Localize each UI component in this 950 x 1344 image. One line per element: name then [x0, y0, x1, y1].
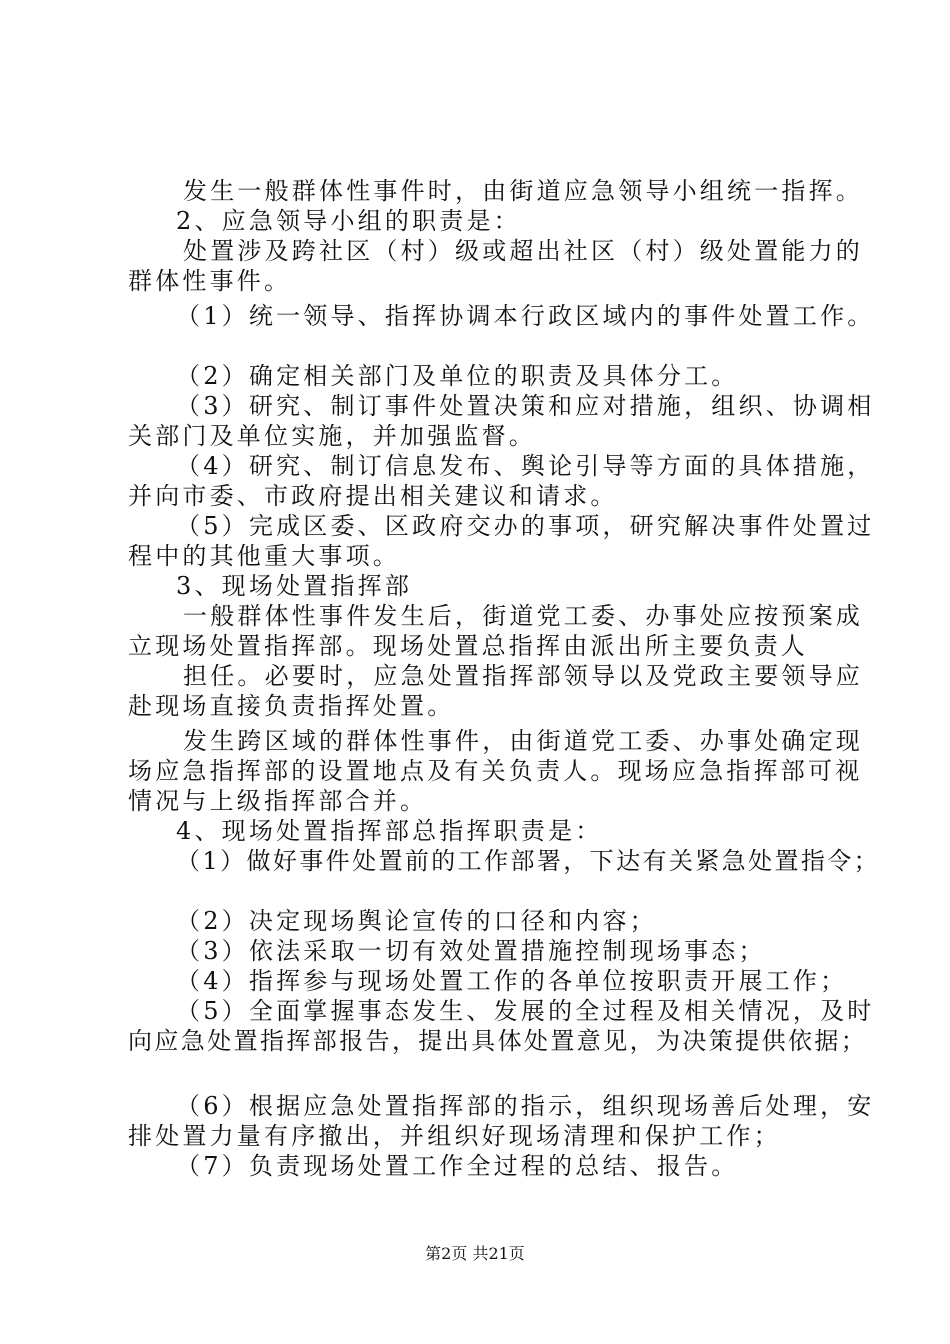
list-item: （2）决定现场舆论宣传的口径和内容；: [176, 907, 657, 935]
list-item: （3）依法采取一切有效处置措施控制现场事态；: [176, 937, 766, 965]
section-heading: 3、现场处置指挥部: [176, 572, 413, 600]
paragraph-line: 赴现场直接负责指挥处置。: [128, 692, 455, 720]
list-item: （7）负责现场处置工作全过程的总结、报告。: [176, 1152, 739, 1180]
list-item-continuation: 向应急处置指挥部报告，提出具体处置意见，为决策提供依据；: [128, 1027, 868, 1055]
list-item-continuation: 排处置力量有序撤出，并组织好现场清理和保护工作；: [128, 1122, 781, 1150]
list-item-continuation: 程中的其他重大事项。: [128, 542, 400, 570]
list-item: （4）指挥参与现场处置工作的各单位按职责开展工作；: [176, 967, 848, 995]
list-item-continuation: 关部门及单位实施，并加强监督。: [128, 422, 536, 450]
page-number-footer: 第2页 共21页: [425, 1244, 525, 1263]
section-heading: 4、现场处置指挥部总指挥职责是：: [176, 817, 603, 845]
list-item: （2）确定相关部门及单位的职责及具体分工。: [176, 362, 739, 390]
paragraph-line: 处置涉及跨社区（村）级或超出社区（村）级处置能力的: [183, 237, 863, 265]
list-item: （1）做好事件处置前的工作部署，下达有关紧急处置指令；: [176, 847, 881, 875]
paragraph-line: 一般群体性事件发生后，街道党工委、办事处应按预案成: [183, 602, 863, 630]
paragraph-line: 担任。必要时，应急处置指挥部领导以及党政主要领导应: [183, 662, 863, 690]
paragraph-line: 群体性事件。: [128, 267, 292, 295]
list-item: （5）完成区委、区政府交办的事项，研究解决事件处置过: [176, 512, 875, 540]
paragraph-line: 场应急指挥部的设置地点及有关负责人。现场应急指挥部可视: [128, 757, 863, 785]
list-item: （1）统一领导、指挥协调本行政区域内的事件处置工作。: [176, 302, 875, 330]
list-item: （6）根据应急处置指挥部的指示，组织现场善后处理，安: [176, 1092, 875, 1120]
list-item: （3）研究、制订事件处置决策和应对措施，组织、协调相: [176, 392, 875, 420]
section-heading: 2、应急领导小组的职责是：: [176, 207, 521, 235]
paragraph-line: 发生一般群体性事件时，由街道应急领导小组统一指挥。: [183, 177, 863, 205]
list-item-continuation: 并向市委、市政府提出相关建议和请求。: [128, 482, 618, 510]
paragraph-line: 发生跨区域的群体性事件，由街道党工委、办事处确定现: [183, 727, 863, 755]
list-item: （4）研究、制订信息发布、舆论引导等方面的具体措施，: [176, 452, 875, 480]
paragraph-line: 立现场处置指挥部。现场处置总指挥由派出所主要负责人: [128, 632, 808, 660]
list-item: （5）全面掌握事态发生、发展的全过程及相关情况，及时: [176, 997, 875, 1025]
paragraph-line: 情况与上级指挥部合并。: [128, 787, 428, 815]
